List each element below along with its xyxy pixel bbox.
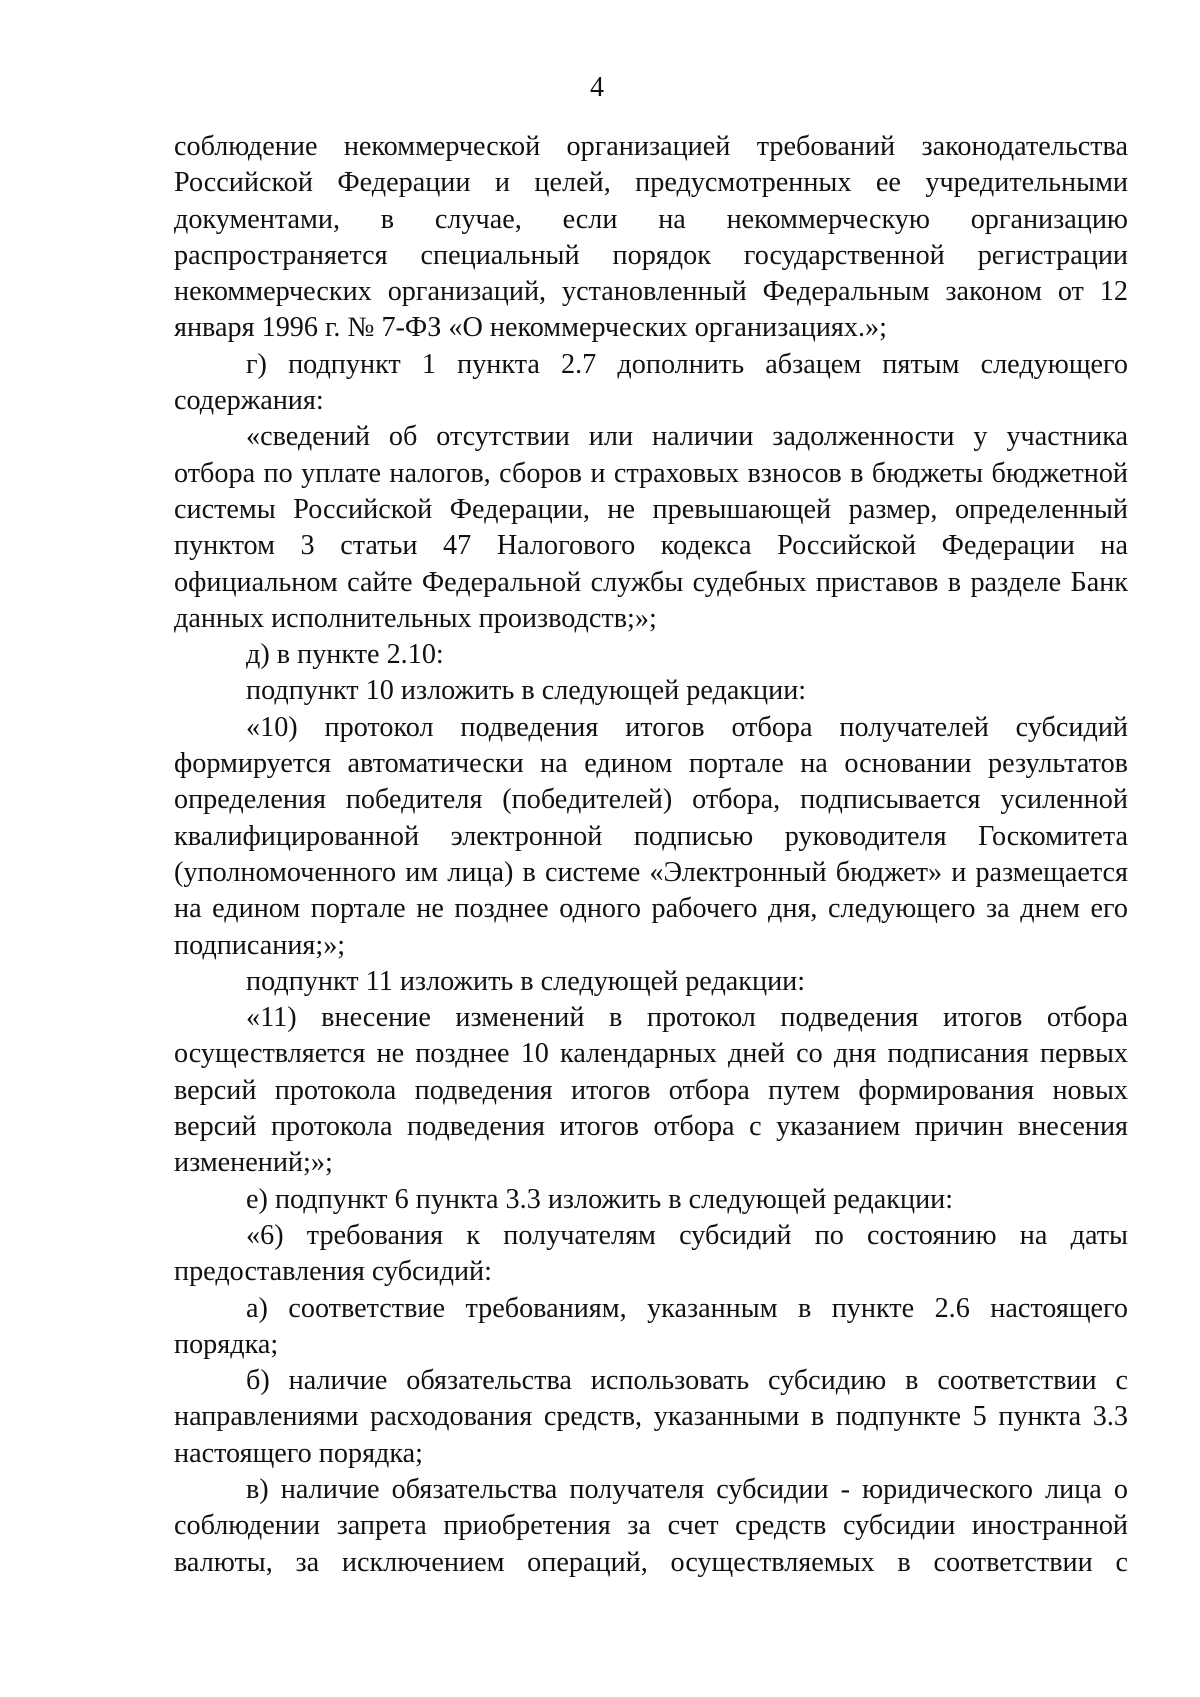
paragraph-quote-subitem-6: «6) требования к получателям субсидий по состоянию на даты предоставления субсидий: — [174, 1219, 1128, 1288]
document-body — [174, 129, 1128, 1581]
paragraph-subitem-b: б) наличие обязательства использовать субсидию в соответствии с направлениями расходования средств, указанными в подпункте 5 пункта 3.3 настоящего порядка; — [174, 1365, 1128, 1469]
paragraph-item-d: д) в пункте 2.10: — [246, 639, 444, 671]
paragraph-continuation: соблюдение некоммерческой организацией требований законодательства Российской Федерации и целей, предусмотренных ее учредительными документами, в случае, если на некоммерческую организацию распространяется специальный порядок государственной регистрации некоммерческих организаций, установленный Федеральным законом от 12 января 1996 г. № 7-ФЗ «О некоммерческих организациях.»; — [174, 131, 1128, 344]
paragraph-subitem-a: а) соответствие требованиям, указанным в пункте 2.6 настоящего порядка; — [174, 1292, 1128, 1360]
paragraph-subitem-10-intro: подпункт 10 изложить в следующей редакции: — [246, 675, 807, 707]
paragraph-subitem-11-intro: подпункт 11 изложить в следующей редакции: — [246, 965, 806, 997]
page-number: 4 — [590, 72, 604, 103]
paragraph-item-e: е) подпункт 6 пункта 3.3 изложить в следующей редакции: — [246, 1183, 954, 1215]
paragraph-quote-debt-info: «сведений об отсутствии или наличии задолженности у участника отбора по уплате налогов, сборов и страховых взносов в бюджеты бюджетной системы Российской Федерации, не превышающей размер, определенный пунктом 3 статьи 47 Налогового кодекса Российской Федерации на официальном сайте Федеральной службы судебных приставов в разделе Банк данных исполнительных производств;»; — [174, 421, 1128, 634]
paragraph-subitem-v: в) наличие обязательства получателя субсидии - юридического лица о соблюдении запрета приобретения за счет средств субсидии иностранной валюты, за исключением операций, осуществляемых в соответствии с — [174, 1473, 1128, 1578]
paragraph-quote-subitem-10: «10) протокол подведения итогов отбора получателей субсидий формируется автоматически на едином портале на основании результатов определения победителя (победителей) отбора, подписывается усиленной квалифицированной электронной подписью руководителя Госкомитета (уполномоченного им лица) в системе «Электронный бюджет» и размещается на едином портале не позднее одного рабочего дня, следующего за днем его подписания;»; — [174, 711, 1128, 961]
paragraph-item-g: г) подпункт 1 пункта 2.7 дополнить абзацем пятым следующего содержания: — [174, 348, 1128, 417]
paragraph-quote-subitem-11: «11) внесение изменений в протокол подведения итогов отбора осуществляется не позднее 10 календарных дней со дня подписания первых версий протокола подведения итогов отбора путем формирования новых версий протокола подведения итогов отбора с указанием причин внесения изменений;»; — [174, 1002, 1128, 1179]
